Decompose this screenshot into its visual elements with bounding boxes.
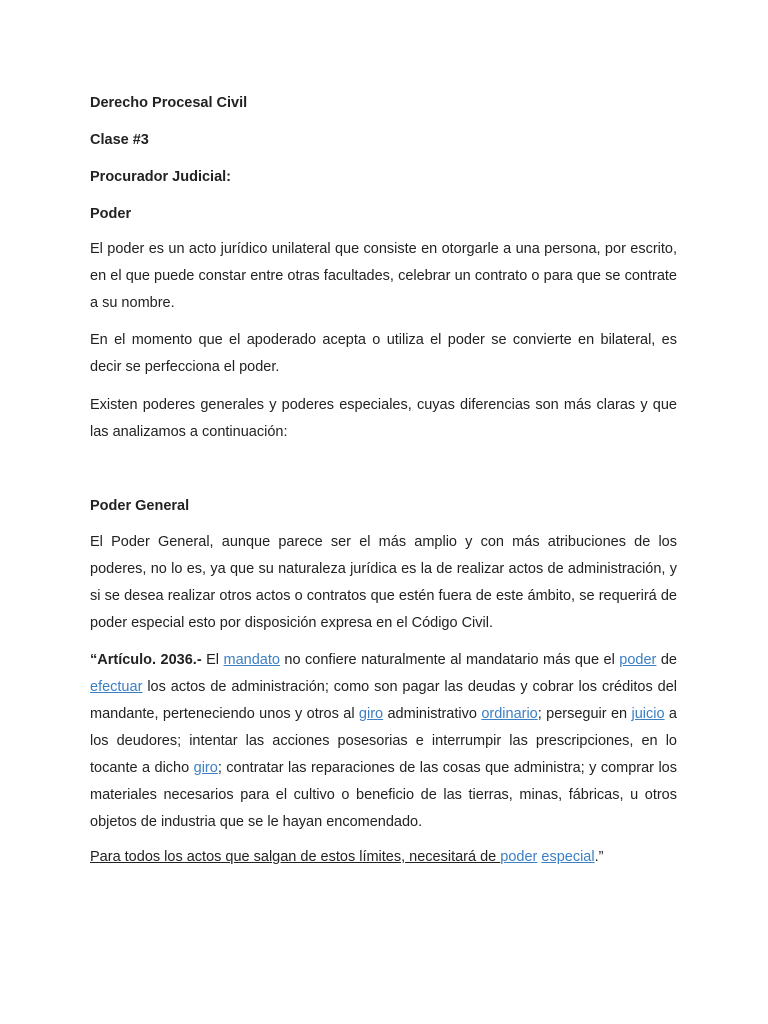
article-2036-quote: “Artículo. 2036.- El mandato no confiere naturalmente al mandatario más que el poder de efectuar los actos de administración; como son pagar las deudas y cobrar los créditos del mandante, perteneciendo unos y otros al giro administrativo ordinario; perseguir en juicio a los deudores; intentar las acciones posesorias e interrumpir las prescripciones, en lo tocante a dicho giro; contratar las reparaciones de las cosas que administra; y comprar los materiales necesarios para el cultivo o beneficio de las tierras, minas, fábricas, u otros objetos de industria que se le hayan encomendado. (90, 652, 677, 830)
class-label: Clase #3 (90, 132, 149, 148)
link-especial[interactable]: especial (541, 849, 595, 865)
article-label: “Artículo. 2036.- (90, 652, 202, 668)
paragraph-definition: El poder es un acto jurídico unilateral que consiste en otorgarle a una persona, por escrito, en el que puede constar entre otras facultades, celebrar un contrato o para que se contrate a su nombre. (90, 241, 677, 311)
link-poder[interactable]: poder (619, 652, 657, 668)
paragraph-types: Existen poderes generales y poderes especiales, cuyas diferencias son más claras y que las analizamos a continuación: (90, 397, 677, 440)
link-efectuar[interactable]: efectuar (90, 679, 143, 695)
link-poder-closing[interactable]: poder (500, 849, 538, 865)
link-giro[interactable]: giro (358, 706, 384, 722)
paragraph-poder-general: El Poder General, aunque parece ser el más amplio y con más atribuciones de los poderes, no lo es, ya que su naturaleza jurídica es la de realizar actos de administración, y si se desea realizar otros actos o contratos que estén fuera de este ámbito, se requerirá de poder especial esto por disposición expresa en el Código Civil. (90, 534, 677, 631)
link-mandato[interactable]: mandato (223, 652, 280, 668)
link-ordinario[interactable]: ordinario (481, 706, 538, 722)
link-giro-2[interactable]: giro (193, 760, 218, 776)
link-juicio[interactable]: juicio (631, 706, 665, 722)
section-heading-poder: Poder (90, 206, 132, 222)
section-heading-poder-general: Poder General (90, 498, 190, 514)
document-title: Derecho Procesal Civil (90, 95, 248, 111)
closing-sentence: Para todos los actos que salgan de estos límites, necesitará de poder especial.” (90, 849, 604, 865)
paragraph-bilateral: En el momento que el apoderado acepta o utiliza el poder se convierte en bilateral, es decir se perfecciona el poder. (90, 332, 677, 375)
section-heading-procurador: Procurador Judicial: (90, 169, 232, 185)
